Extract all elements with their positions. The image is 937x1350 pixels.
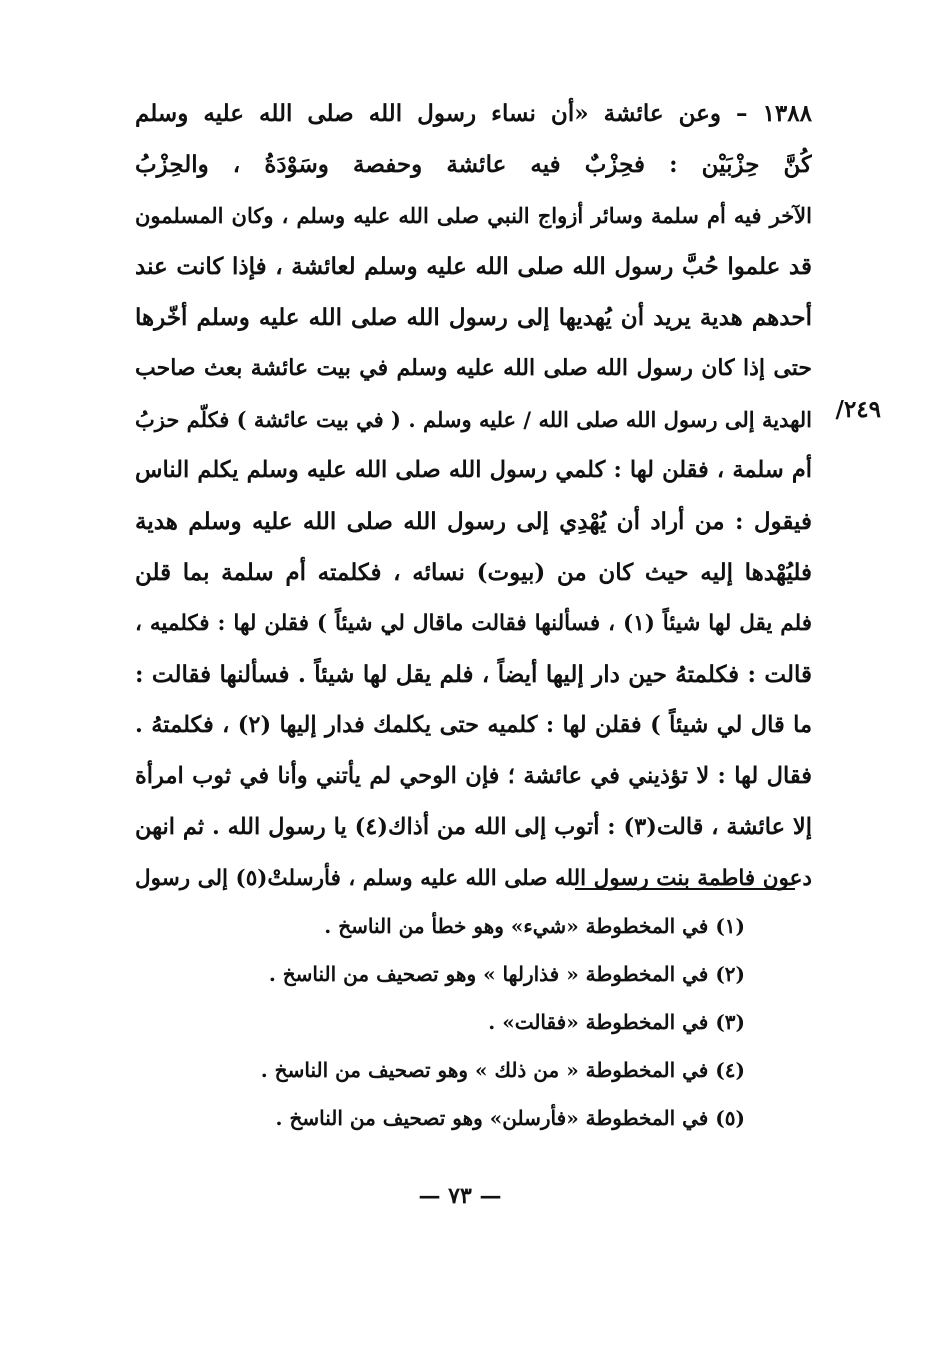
- text-line: الآخر فيه أم سلمة وسائر أزواج النبي صلى الله عليه وسلم ، وكان المسلمون: [135, 203, 812, 228]
- text-line: فقال لها : لا تؤذيني في عائشة ؛ فإن الوحي لم يأتني وأنا في ثوب امرأة: [135, 763, 812, 789]
- manuscript-folio-marker: ٢٤٩/: [835, 396, 881, 423]
- footnote-item: (٥) في المخطوطة «فأرسلن» وهو تصحيف من الناسخ .: [275, 1106, 745, 1130]
- text-line: إلا عائشة ، قالت(٣) : أتوب إلى الله من أذاك(٤) يا رسول الله . ثم انهن: [135, 814, 812, 840]
- footnote-item: (١) في المخطوطة «شيء» وهو خطأ من الناسخ .: [324, 914, 745, 938]
- text-line: كُنَّ حِزْبَيْن : فحِزْبٌ فيه عائشة وحفصة وسَوْدَةُ ، والحِزْبُ: [135, 151, 812, 178]
- text-line: أم سلمة ، فقلن لها : كلمي رسول الله صلى الله عليه وسلم يكلم الناس: [135, 457, 812, 483]
- text-line: ما قال لي شيئاً ) فقلن لها : كلميه حتى يكلمك فدار إليها (٢) ، فكلمتهُ .: [135, 712, 812, 738]
- footnotes: [240, 902, 745, 1142]
- text-line: دعون فاطمة بنت رسول الله صلى الله عليه وسلم ، فأرسلتْ(٥) إلى رسول: [135, 866, 812, 891]
- footnote-item: (٢) في المخطوطة « فذارلها » وهو تصحيف من الناسخ .: [268, 962, 745, 986]
- text-line: فيقول : من أراد أن يُهْدِي إلى رسول الله صلى الله عليه وسلم هدية: [135, 508, 812, 535]
- text-line: حتى إذا كان رسول الله صلى الله عليه وسلم في بيت عائشة بعث صاحب: [135, 355, 812, 381]
- text-line: ١٣٨٨ – وعن عائشة «أن نساء رسول الله صلى الله عليه وسلم: [135, 100, 812, 127]
- text-line: أحدهم هدية يريد أن يُهديها إلى رسول الله صلى الله عليه وسلم أخّرها: [135, 304, 812, 331]
- text-line: قالت : فكلمتهُ حين دار إليها أيضاً ، فلم يقل لها شيئاً . فسألنها فقالت :: [135, 661, 812, 688]
- text-line: فليُهْدها إليه حيث كان من (بيوت) نسائه ، فكلمته أم سلمة بما قلن: [135, 559, 812, 586]
- text-line: قد علموا حُبَّ رسول الله صلى الله عليه وسلم لعائشة ، فإذا كانت عند: [135, 253, 812, 280]
- text-line: فلم يقل لها شيئاً (١) ، فسألنها فقالت ماقال لي شيئاً ) فقلن لها : فكلميه ،: [135, 611, 812, 636]
- text-line: الهدية إلى رسول الله صلى الله / عليه وسلم . ( في بيت عائشة ) فكلّم حزبُ: [135, 407, 812, 432]
- footnote-item: (٣) في المخطوطة «فقالت» .: [488, 1010, 745, 1034]
- footnote-item: (٤) في المخطوطة « من ذلك » وهو تصحيف من الناسخ .: [260, 1058, 745, 1082]
- page-number: — ٧٣ —: [418, 1183, 502, 1209]
- footnote-separator: [575, 888, 795, 890]
- hadith-body-text: [135, 88, 812, 904]
